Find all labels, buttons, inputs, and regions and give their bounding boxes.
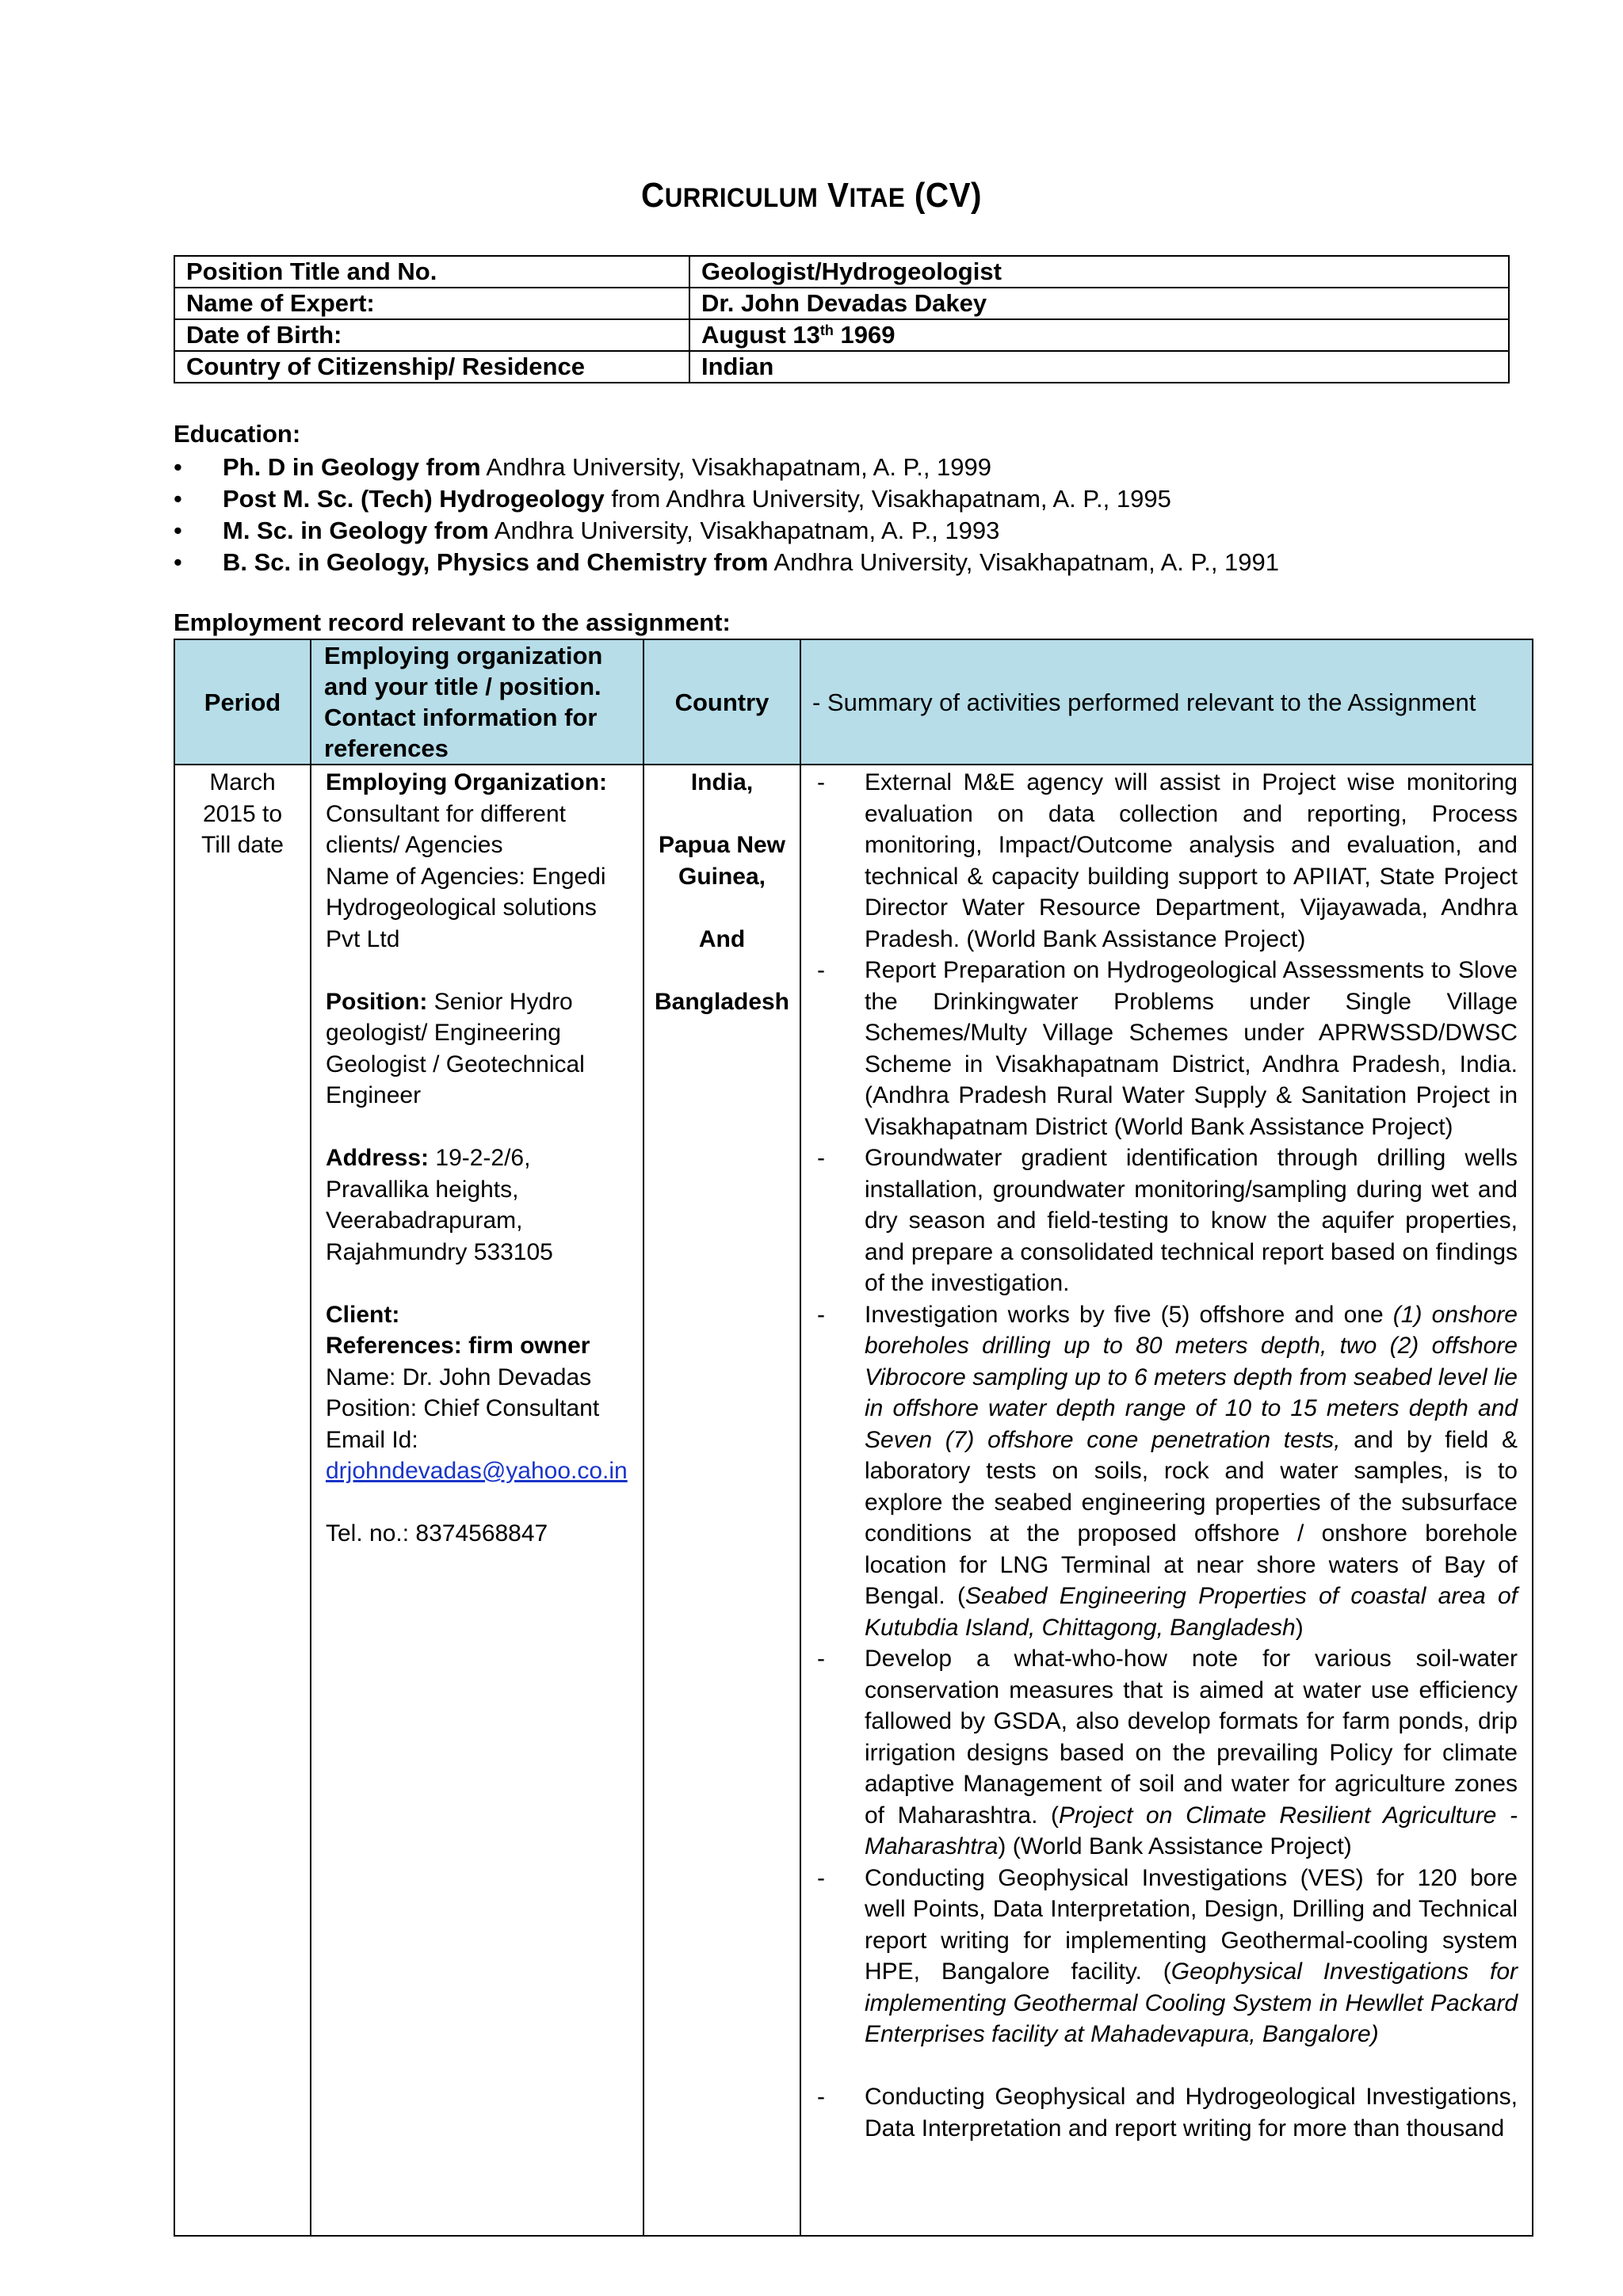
column-header-summary: - Summary of activities performed relevant to the Assignment: [800, 639, 1533, 765]
info-value: Indian: [689, 351, 1509, 383]
column-header-period: Period: [174, 639, 311, 765]
dash-marker: -: [817, 1646, 825, 1672]
dob-year: 1969: [833, 321, 896, 349]
dash-marker: -: [817, 769, 825, 795]
period-line: 2015 to: [202, 800, 283, 827]
bullet-icon: •: [174, 517, 182, 544]
activity-item: [801, 1299, 1518, 1644]
bullet-icon: •: [174, 548, 182, 576]
activity-item: [801, 767, 1518, 955]
info-value: Geologist/Hydrogeologist: [689, 256, 1509, 288]
activity-text: Conducting Geophysical Investigations (VES) for 120 bore well Points, Data Interpretation, Design, Drilling and Technical report writing for implementing Geothermal-cooling system HPE, Bangalore facility. (: [865, 1864, 1518, 1985]
activity-italic-text: Geophysical Investigations for implementing Geothermal Cooling System in Hewllet Packard Enterprises facility at Mahadevapura, Bangalore): [865, 1958, 1518, 2047]
address-text: [326, 1142, 632, 1268]
info-label: Country of Citizenship/ Residence: [174, 351, 689, 383]
column-header-organization: Employing organization and your title / position. Contact information for references: [311, 639, 643, 765]
info-row: [174, 288, 1509, 319]
country-name: Bangladesh: [654, 988, 790, 1015]
employing-org-text: Consultant for different clients/ Agencies: [326, 800, 566, 858]
column-header-country: Country: [643, 639, 800, 765]
dash-marker: -: [817, 2084, 825, 2110]
dob-text: August 13: [701, 321, 820, 349]
info-label: Date of Birth:: [174, 319, 689, 351]
dash-marker: -: [817, 1864, 825, 1891]
position-label: Position:: [326, 988, 428, 1015]
employment-row: [174, 765, 1533, 2236]
address-label: Address:: [326, 1145, 430, 1171]
address-value: 19-2-2/6, Pravallika heights, Veerabadrapuram, Rajahmundry 533105: [326, 1145, 553, 1265]
dob-suffix: th: [819, 322, 834, 338]
activity-italic-text: Seabed Engineering Properties of coastal area of Kutubdia Island, Chittagong, Bangladesh: [865, 1583, 1518, 1641]
info-value-dob: [689, 319, 1509, 351]
degree-institution: Andhra University, Visakhapatnam, A. P., 1991: [768, 548, 1280, 576]
info-label: Name of Expert:: [174, 288, 689, 319]
title-cap-v: V: [827, 176, 850, 215]
activity-item: [801, 1142, 1518, 1299]
personal-info-table: [174, 255, 1510, 383]
activity-item: [801, 955, 1518, 1142]
bullet-icon: •: [174, 485, 182, 513]
activity-text: Investigation works by five (5) offshore and one: [865, 1301, 1393, 1328]
education-heading: Education:: [174, 420, 301, 448]
activity-item: [801, 1643, 1518, 1863]
info-row: [174, 256, 1509, 288]
info-row: [174, 351, 1509, 383]
activity-text: ) (World Bank Assistance Project): [998, 1833, 1352, 1859]
activity-italic-text: (1) onshore boreholes drilling up to 80 meters depth, two (2) offshore Vibrocore sampling up to 6 meters depth from seabed level lie in offshore water depth range of 10 to 15 meters depth and Seven (7) offshore cone penetration tests,: [865, 1301, 1518, 1453]
info-value: Dr. John Devadas Dakey: [689, 288, 1509, 319]
country-name: India,: [690, 769, 754, 795]
dash-marker: -: [817, 957, 825, 983]
country-conjunction: And: [698, 925, 746, 952]
position-text: [326, 986, 632, 1112]
organization-cell: [311, 765, 643, 2236]
dash-marker: -: [817, 1301, 825, 1328]
activity-item: [801, 2081, 1518, 2144]
education-item: [174, 483, 1521, 515]
education-item: [174, 452, 1521, 483]
email-label: Email Id:: [326, 1426, 418, 1453]
period-line: March: [209, 769, 276, 795]
activity-text: Conducting Geophysical and Hydrogeological Investigations, Data Interpretation and report writing for more than thousand: [865, 2084, 1518, 2142]
activity-text: and by field & laboratory tests on soils, rock and water samples, is to explore the seabed engineering properties of the subsurface conditions at the proposed offshore / onshore borehole location for LNG Terminal at near shore waters of Bay of Bengal. (: [865, 1426, 1518, 1609]
education-item: [174, 515, 1521, 547]
references-label: References: firm owner: [326, 1333, 590, 1359]
degree-name: B. Sc. in Geology, Physics and Chemistry from: [223, 548, 769, 576]
client-label: Client:: [326, 1301, 400, 1328]
activity-text: Groundwater gradient identification through drilling wells installation, groundwater monitoring/sampling during wet and dry season and field-testing to know the aquifer properties, and prepare a consolidated technical report based on findings of the investigation.: [865, 1145, 1518, 1296]
degree-institution: Andhra University, Visakhapatnam, A. P., 1993: [488, 517, 1000, 544]
activity-text: External M&E agency will assist in Project wise monitoring evaluation on data collection and reporting, Process monitoring, Impact/Outcome analysis and evaluation, and technical & capacity building support to APIIAT, State Project Director Water Resource Department, Vijayawada, Andhra Pradesh. (World Bank Assistance Project): [865, 769, 1518, 952]
page-title: [65, 176, 1558, 215]
degree-name: Ph. D in Geology from: [223, 453, 481, 481]
title-suffix: (CV): [914, 176, 982, 215]
telephone-number: Tel. no.: 8374568847: [326, 1520, 548, 1547]
employment-header-row: [174, 639, 1533, 765]
degree-name: Post M. Sc. (Tech) Hydrogeology: [223, 485, 605, 513]
activity-item: [801, 1863, 1518, 2050]
education-list: [174, 452, 1521, 578]
employment-table: [174, 639, 1533, 2237]
title-cap-c: C: [641, 176, 665, 215]
employing-org-label: Employing Organization:: [326, 769, 608, 795]
degree-institution: Andhra University, Visakhapatnam, A. P., 1999: [480, 453, 992, 481]
email-link[interactable]: drjohndevadas@yahoo.co.in: [326, 1458, 628, 1484]
reference-name: Name: Dr. John Devadas: [326, 1363, 592, 1390]
activity-text: Develop a what-who-how note for various soil-water conservation measures that is aimed at water use efficiency fallowed by GSDA, also develop formats for farm ponds, drip irrigation designs based on the prevailing Policy for climate adaptive Management of soil and water for agriculture zones of Maharashtra. (: [865, 1646, 1518, 1829]
degree-name: M. Sc. in Geology from: [223, 517, 489, 544]
activity-text: ): [1295, 1614, 1304, 1641]
activity-italic-text: Project on Climate Resilient Agriculture - Maharashtra: [865, 1802, 1518, 1859]
info-row: [174, 319, 1509, 351]
position-value: Senior Hydro geologist/ Engineering Geologist / Geotechnical Engineer: [326, 988, 585, 1108]
period-cell: [174, 765, 311, 2236]
bullet-icon: •: [174, 453, 182, 481]
info-label: Position Title and No.: [174, 256, 689, 288]
employment-heading: Employment record relevant to the assignment:: [174, 608, 731, 636]
country-cell: [643, 765, 800, 2236]
dash-marker: -: [817, 1145, 825, 1171]
agencies-text: Name of Agencies: Engedi Hydrogeological solutions Pvt Ltd: [326, 863, 606, 952]
reference-position: Position: Chief Consultant: [326, 1395, 600, 1421]
education-item: [174, 547, 1521, 578]
title-word-vitae: ITAE: [849, 183, 906, 213]
period-line: Till date: [201, 832, 284, 858]
degree-institution: from Andhra University, Visakhapatnam, A. P., 1995: [604, 485, 1171, 513]
activity-text: Report Preparation on Hydrogeological Assessments to Slove the Drinkingwater Problems under Single Village Schemes/Multy Village Schemes under APRWSSD/DWSC Scheme in Visakhapatnam District, Andhra Pradesh, India. (Andhra Pradesh Rural Water Supply & Sanitation Project in Visakhapatnam District (World Bank Assistance Project): [865, 957, 1518, 1140]
summary-cell: [800, 765, 1533, 2236]
country-name: Papua New Guinea,: [658, 832, 786, 890]
title-word-curriculum: URRICULUM: [664, 183, 819, 213]
